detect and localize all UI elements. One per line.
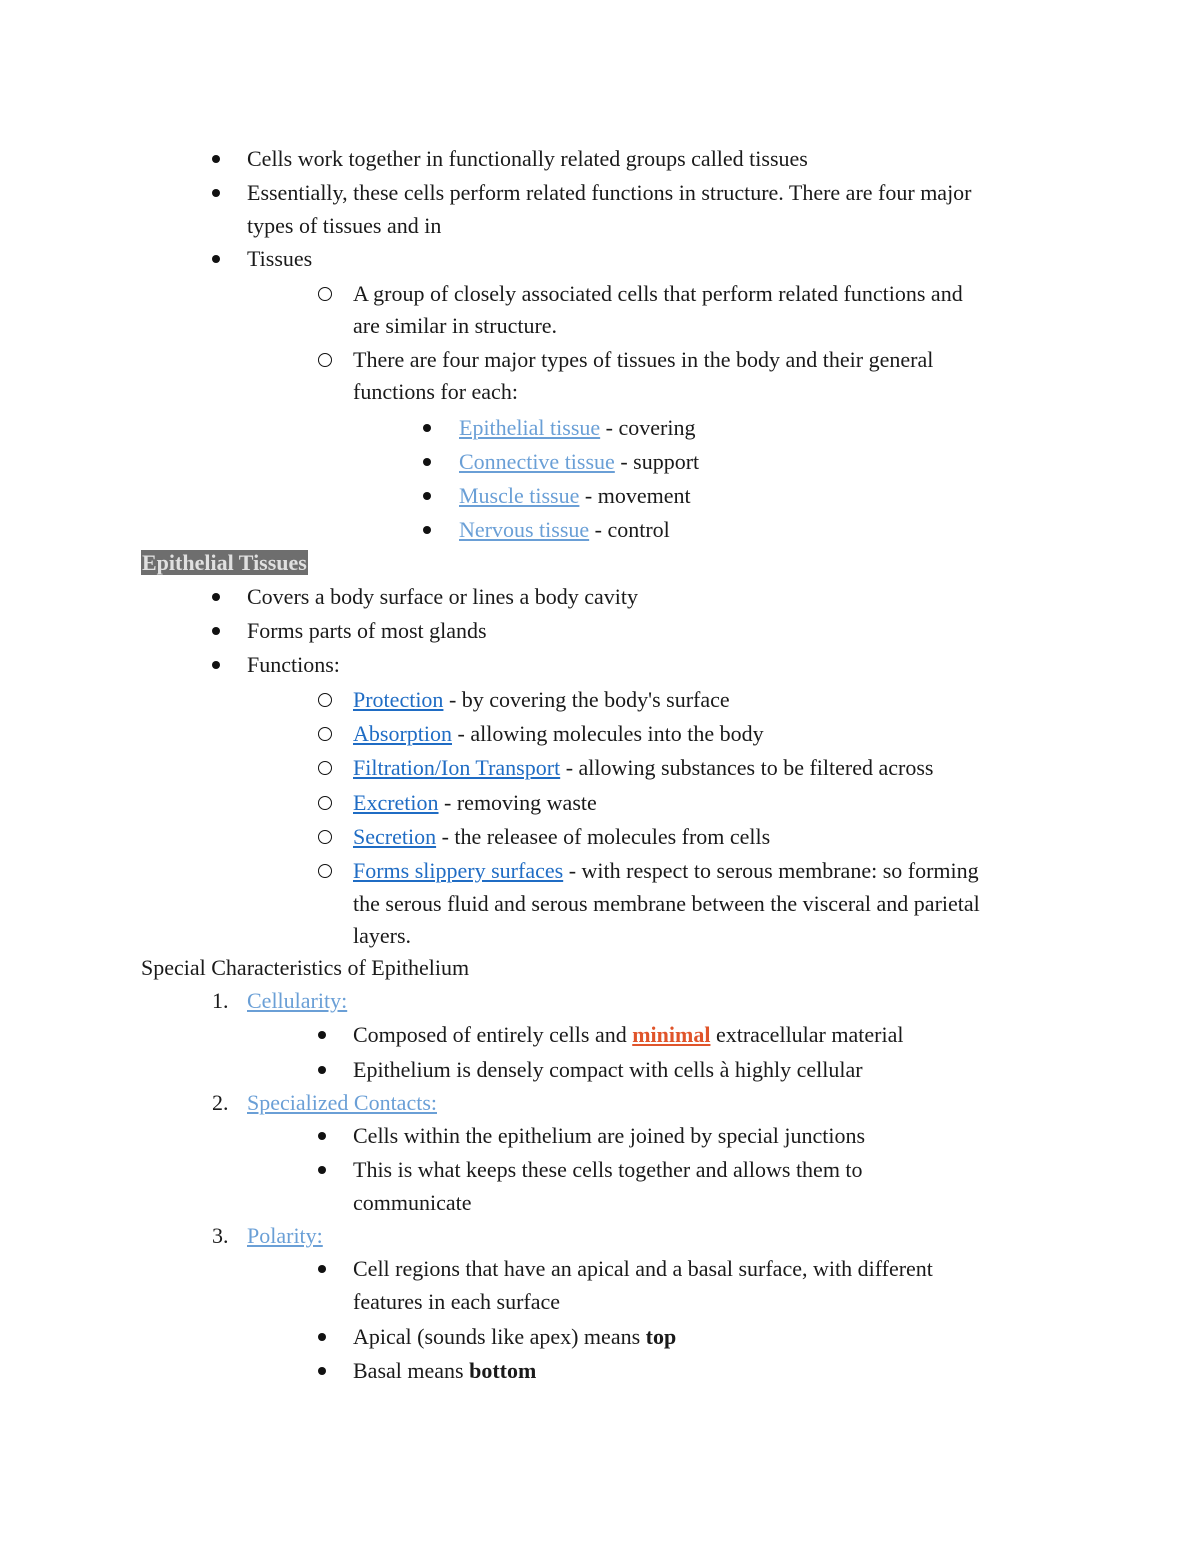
list-item: Tissues — [247, 246, 313, 271]
link-filtration[interactable]: Filtration/Ion Transport — [353, 755, 561, 780]
bullet-dot — [423, 516, 441, 544]
list-item: A group of closely associated cells that perform related functions and — [353, 281, 963, 306]
link-specialized-contacts[interactable]: Specialized Contacts: — [247, 1090, 437, 1115]
list-item: There are four major types of tissues in the body and their general — [353, 347, 934, 372]
list-item: Absorption - allowing molecules into the body — [353, 721, 764, 746]
bullet-circle — [318, 346, 338, 374]
bullet-dot — [318, 1156, 338, 1184]
list-item: Epithelial tissue - covering — [459, 415, 696, 440]
bullet-dot — [318, 1122, 338, 1150]
bullet-circle — [318, 857, 338, 885]
bullet-circle — [318, 686, 338, 714]
section-title — [247, 1222, 323, 1250]
link-muscle-tissue[interactable]: Muscle tissue — [459, 483, 580, 508]
list-item: Muscle tissue - movement — [459, 483, 691, 508]
list-item: Connective tissue - support — [459, 449, 700, 474]
list-item: Covers a body surface or lines a body cavity — [247, 584, 638, 609]
link-epithelial-tissue[interactable]: Epithelial tissue — [459, 415, 601, 440]
bullet-dot — [318, 1255, 338, 1283]
bullet-dot — [212, 651, 230, 679]
list-item: Nervous tissue - control — [459, 517, 670, 542]
link-connective-tissue[interactable]: Connective tissue — [459, 449, 615, 474]
bullet-dot — [212, 145, 230, 173]
list-item: Forms parts of most glands — [247, 618, 487, 643]
bullet-dot — [212, 583, 230, 611]
bullet-dot — [318, 1357, 338, 1385]
emphasis-top: top — [645, 1324, 677, 1349]
list-item-continuation: functions for each: — [353, 379, 518, 404]
list-item-continuation: communicate — [353, 1190, 472, 1215]
emphasis-bottom: bottom — [469, 1358, 537, 1383]
bullet-circle — [318, 823, 338, 851]
list-number: 3. — [212, 1223, 229, 1248]
list-item: Forms slippery surfaces - with respect to serous membrane: so forming — [353, 858, 979, 883]
list-item: Epithelium is densely compact with cells à highly cellular — [353, 1057, 863, 1082]
section-title — [247, 987, 347, 1015]
link-absorption[interactable]: Absorption — [353, 721, 452, 746]
link-slippery-surfaces[interactable]: Forms slippery surfaces — [353, 858, 564, 883]
bullet-dot — [318, 1323, 338, 1351]
list-item-continuation: are similar in structure. — [353, 313, 558, 338]
list-item-continuation: the serous fluid and serous membrane between the visceral and parietal — [353, 891, 980, 916]
list-item: Cell regions that have an apical and a basal surface, with different — [353, 1256, 933, 1281]
list-item-continuation: features in each surface — [353, 1289, 561, 1314]
list-item: Cells within the epithelium are joined by special junctions — [353, 1123, 866, 1148]
bullet-circle — [318, 754, 338, 782]
bullet-dot — [318, 1021, 338, 1049]
bullet-dot — [212, 245, 230, 273]
link-nervous-tissue[interactable]: Nervous tissue — [459, 517, 590, 542]
emphasis-minimal: minimal — [632, 1022, 711, 1047]
list-item: Excretion - removing waste — [353, 790, 597, 815]
list-item: Apical (sounds like apex) means top — [353, 1324, 677, 1349]
link-protection[interactable]: Protection — [353, 687, 444, 712]
list-item: Secretion - the releasee of molecules from cells — [353, 824, 771, 849]
bullet-circle — [318, 280, 338, 308]
list-item: Filtration/Ion Transport - allowing substances to be filtered across — [353, 755, 934, 780]
list-item-continuation: layers. — [353, 923, 412, 948]
bullet-dot — [423, 448, 441, 476]
bullet-circle — [318, 720, 338, 748]
bullet-dot — [212, 179, 230, 207]
list-item: Protection - by covering the body's surface — [353, 687, 730, 712]
list-item: This is what keeps these cells together and allows them to — [353, 1157, 863, 1182]
bullet-dot — [212, 617, 230, 645]
section-heading: Epithelial Tissues — [142, 550, 307, 575]
bullet-dot — [318, 1056, 338, 1084]
bullet-dot — [423, 414, 441, 442]
list-item: Essentially, these cells perform related functions in structure. There are four major — [247, 180, 972, 205]
list-item: Functions: — [247, 652, 340, 677]
list-item-continuation: types of tissues and in — [247, 213, 442, 238]
link-cellularity[interactable]: Cellularity: — [247, 988, 348, 1013]
link-secretion[interactable]: Secretion — [353, 824, 437, 849]
section-heading: Special Characteristics of Epithelium — [141, 955, 470, 980]
section-title — [247, 1089, 437, 1117]
list-item: Cells work together in functionally related groups called tissues — [247, 146, 808, 171]
link-polarity[interactable]: Polarity: — [247, 1223, 323, 1248]
link-excretion[interactable]: Excretion — [353, 790, 439, 815]
list-number: 1. — [212, 988, 229, 1013]
list-number: 2. — [212, 1090, 229, 1115]
bullet-dot — [423, 482, 441, 510]
list-item: Composed of entirely cells and minimal extracellular material — [353, 1022, 904, 1047]
bullet-circle — [318, 789, 338, 817]
list-item: Basal means bottom — [353, 1358, 537, 1383]
